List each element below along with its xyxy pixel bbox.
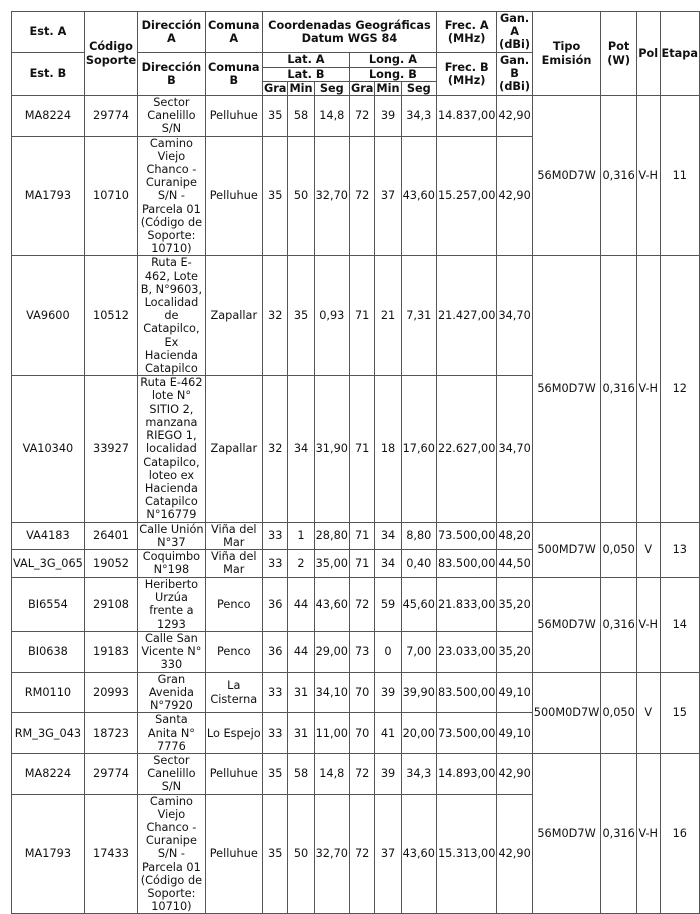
header-tipo-emision: Tipo Emisión — [532, 12, 601, 96]
cell-gan: 42,90 — [497, 794, 532, 914]
cell-lon-gra: 70 — [349, 713, 374, 754]
cell-direccion: Calle San Vicente N° 330 — [138, 631, 205, 672]
cell-lat-seg: 43,60 — [314, 577, 349, 631]
stations-table — [11, 11, 700, 914]
cell-lat-min: 50 — [288, 136, 314, 256]
header-lat-a: Lat. A — [262, 52, 349, 67]
header-lat-gra: Gra — [263, 81, 287, 95]
cell-pot: 0,316 — [601, 577, 637, 672]
table-row — [12, 522, 700, 549]
cell-gan: 42,90 — [497, 96, 532, 137]
cell-lon-min: 59 — [375, 577, 401, 631]
cell-lon-gra: 71 — [349, 522, 374, 549]
cell-frec: 23.033,00 — [436, 631, 497, 672]
cell-lat-min: 58 — [288, 753, 314, 794]
cell-est: MA1793 — [12, 794, 85, 914]
cell-comuna: Pelluhue — [205, 753, 262, 794]
header-gan-b: Gan. B (dBi) — [497, 52, 532, 95]
cell-lat-min: 34 — [288, 376, 314, 522]
cell-lon-gra: 71 — [349, 256, 374, 376]
cell-comuna: La Cisterna — [205, 672, 262, 713]
header-long-b: Long. B — [349, 67, 436, 81]
cell-lon-seg: 8,80 — [401, 522, 436, 549]
cell-lat-seg: 14,8 — [314, 96, 349, 137]
cell-lon-seg: 17,60 — [401, 376, 436, 522]
cell-etapa: 13 — [660, 522, 699, 577]
cell-lon-min: 37 — [375, 136, 401, 256]
cell-lon-seg: 7,31 — [401, 256, 436, 376]
header-lat-b: Lat. B — [262, 67, 349, 81]
cell-lon-seg: 39,90 — [401, 672, 436, 713]
cell-frec: 21.427,00 — [436, 256, 497, 376]
cell-lat-min: 35 — [288, 256, 314, 376]
cell-lon-seg: 0,40 — [401, 549, 436, 577]
header-gan-a: Gan. A (dBi) — [497, 12, 532, 53]
cell-lon-min: 34 — [375, 549, 401, 577]
cell-codigo: 29108 — [84, 577, 137, 631]
header-etapa: Etapa — [660, 12, 699, 96]
cell-lat-gra: 33 — [262, 549, 287, 577]
cell-tipo: 56M0D7W — [532, 256, 601, 522]
cell-direccion: Coquimbo N°198 — [138, 549, 205, 577]
cell-lat-gra: 35 — [262, 136, 287, 256]
cell-gan: 34,70 — [497, 256, 532, 376]
cell-gan: 49,10 — [497, 713, 532, 754]
cell-lon-seg: 34,3 — [401, 753, 436, 794]
cell-lon-seg: 20,00 — [401, 713, 436, 754]
header-pot: Pot (W) — [601, 12, 637, 96]
header-lon-min: Min — [376, 81, 400, 95]
cell-comuna: Viña del Mar — [205, 549, 262, 577]
cell-codigo: 29774 — [84, 96, 137, 137]
cell-lat-seg: 35,00 — [314, 549, 349, 577]
cell-frec: 83.500,00 — [436, 549, 497, 577]
cell-gan: 34,70 — [497, 376, 532, 522]
cell-gan: 49,10 — [497, 672, 532, 713]
cell-codigo: 10710 — [84, 136, 137, 256]
cell-lat-seg: 31,90 — [314, 376, 349, 522]
cell-lon-gra: 71 — [349, 549, 374, 577]
cell-lat-min: 44 — [288, 631, 314, 672]
cell-direccion: Ruta E-462 lote N° SITIO 2, manzana RIEGO 1, localidad Catapilco, loteo ex Hacienda Catapilco N°16779 — [138, 376, 205, 522]
header-long-a: Long. A — [349, 52, 436, 67]
cell-codigo: 26401 — [84, 522, 137, 549]
cell-lat-min: 58 — [288, 96, 314, 137]
cell-tipo: 56M0D7W — [532, 753, 601, 913]
cell-lat-seg: 34,10 — [314, 672, 349, 713]
cell-est: VA4183 — [12, 522, 85, 549]
cell-pot: 0,050 — [601, 522, 637, 577]
cell-tipo: 56M0D7W — [532, 96, 601, 256]
cell-direccion: Calle Unión N°37 — [139, 522, 204, 549]
table-row — [12, 256, 700, 376]
cell-direccion: Ruta E-462, Lote B, N°9603, Localidad de Catapilco, Ex Hacienda Catapilco — [138, 256, 205, 376]
cell-est: BI0638 — [12, 631, 85, 672]
cell-lon-min: 39 — [375, 672, 401, 713]
cell-frec: 73.500,00 — [436, 713, 497, 754]
cell-codigo: 33927 — [84, 376, 137, 522]
cell-frec: 14.837,00 — [436, 96, 497, 137]
cell-lon-seg: 43,60 — [401, 136, 436, 256]
cell-lon-gra: 72 — [349, 794, 374, 914]
cell-direccion: Sector Canelillo S/N — [138, 753, 205, 794]
cell-lat-gra: 32 — [262, 376, 287, 522]
cell-frec: 14.893,00 — [436, 753, 497, 794]
cell-lon-gra: 72 — [349, 136, 374, 256]
cell-pol: V-H — [636, 753, 660, 913]
header-frec-a: Frec. A (MHz) — [436, 12, 497, 53]
header-lon-gra: Gra — [350, 81, 374, 95]
header-lat-seg: Seg — [314, 81, 349, 95]
cell-lon-min: 37 — [375, 794, 401, 914]
cell-pol: V — [636, 522, 660, 577]
cell-comuna: Pelluhue — [205, 96, 262, 137]
cell-est: VAL_3G_065 — [12, 549, 85, 577]
cell-codigo: 29774 — [84, 753, 137, 794]
cell-lat-seg: 11,00 — [314, 713, 349, 754]
cell-comuna: Pelluhue — [205, 136, 262, 256]
cell-direccion: Camino Viejo Chanco - Curanipe S/N - Parcela 01 (Código de Soporte: 10710) — [138, 794, 205, 914]
cell-lat-seg: 0,93 — [314, 256, 349, 376]
cell-est: MA8224 — [12, 753, 85, 794]
cell-etapa: 11 — [660, 96, 699, 256]
cell-codigo: 10512 — [84, 256, 137, 376]
cell-lat-min: 2 — [288, 549, 314, 577]
cell-lat-seg: 32,70 — [314, 794, 349, 914]
cell-pol: V-H — [636, 577, 660, 672]
cell-codigo: 18723 — [84, 713, 137, 754]
cell-lon-gra: 72 — [349, 753, 374, 794]
table-body — [12, 96, 700, 914]
cell-codigo: 19183 — [84, 631, 137, 672]
cell-est: RM_3G_043 — [12, 713, 85, 754]
cell-lon-min: 21 — [375, 256, 401, 376]
cell-frec: 15.257,00 — [436, 136, 497, 256]
cell-comuna: Viña del Mar — [205, 522, 262, 549]
cell-codigo: 20993 — [84, 672, 137, 713]
cell-pot: 0,316 — [601, 256, 637, 522]
cell-gan: 42,90 — [497, 136, 532, 256]
cell-tipo: 500MD7W — [532, 522, 601, 577]
cell-lat-seg: 28,80 — [314, 522, 349, 549]
header-lat-min: Min — [289, 81, 313, 95]
cell-lat-gra: 33 — [262, 713, 287, 754]
cell-lat-min: 50 — [288, 794, 314, 914]
cell-lat-gra: 35 — [262, 96, 287, 137]
cell-frec: 21.833,00 — [436, 577, 497, 631]
cell-comuna: Lo Espejo — [205, 713, 262, 754]
cell-pot: 0,050 — [601, 672, 637, 753]
cell-gan: 35,20 — [497, 631, 532, 672]
header-direccion-b: Dirección B — [138, 52, 205, 95]
cell-frec: 22.627,00 — [436, 376, 497, 522]
cell-lat-min: 1 — [288, 522, 314, 549]
cell-lat-gra: 32 — [262, 256, 287, 376]
header-est-b: Est. B — [12, 52, 85, 95]
cell-etapa: 15 — [660, 672, 699, 753]
cell-lon-gra: 73 — [349, 631, 374, 672]
cell-direccion: Santa Anita N° 7776 — [138, 713, 205, 754]
header-coordenadas: Coordenadas Geográficas Datum WGS 84 — [262, 12, 436, 53]
cell-pol: V-H — [636, 256, 660, 522]
cell-gan: 35,20 — [497, 577, 532, 631]
cell-lat-min: 44 — [288, 577, 314, 631]
cell-lat-gra: 36 — [262, 631, 287, 672]
header-comuna-b: Comuna B — [205, 52, 262, 95]
cell-est: MA8224 — [12, 96, 85, 137]
cell-est: VA10340 — [12, 376, 85, 522]
cell-est: RM0110 — [12, 672, 85, 713]
cell-tipo: 500M0D7W — [532, 672, 601, 753]
cell-lon-gra: 71 — [349, 376, 374, 522]
cell-direccion: Gran Avenida N°7920 — [138, 672, 205, 713]
cell-etapa: 12 — [660, 256, 699, 522]
cell-lon-min: 34 — [375, 522, 401, 549]
cell-gan: 44,50 — [497, 549, 532, 577]
cell-lat-gra: 33 — [262, 672, 287, 713]
cell-lat-min: 31 — [288, 713, 314, 754]
cell-est: MA1793 — [12, 136, 85, 256]
header-codigo-soporte: Código Soporte — [84, 12, 137, 96]
cell-direccion: Sector Canelillo S/N — [138, 96, 205, 137]
cell-lon-min: 41 — [375, 713, 401, 754]
header-direccion-a: Dirección A — [138, 12, 205, 53]
header-frec-b: Frec. B (MHz) — [436, 52, 497, 95]
cell-gan: 48,20 — [497, 522, 532, 549]
cell-gan: 42,90 — [497, 753, 532, 794]
header-pol: Pol — [636, 12, 660, 96]
cell-lon-seg: 34,3 — [401, 96, 436, 137]
cell-lon-min: 39 — [375, 753, 401, 794]
cell-comuna: Penco — [205, 577, 262, 631]
header-lon-seg: Seg — [401, 81, 436, 95]
cell-lat-gra: 33 — [262, 522, 287, 549]
cell-pot: 0,316 — [601, 96, 637, 256]
cell-lon-seg: 45,60 — [401, 577, 436, 631]
cell-est: BI6554 — [12, 577, 85, 631]
cell-frec: 83.500,00 — [436, 672, 497, 713]
cell-lon-seg: 7,00 — [401, 631, 436, 672]
table-row — [12, 577, 700, 631]
cell-comuna: Zapallar — [205, 256, 262, 376]
cell-direccion: Heriberto Urzúa frente a 1293 — [138, 577, 205, 631]
cell-lat-gra: 35 — [262, 794, 287, 914]
cell-pot: 0,316 — [601, 753, 637, 913]
cell-comuna: Penco — [205, 631, 262, 672]
cell-lat-gra: 36 — [262, 577, 287, 631]
cell-codigo: 17433 — [84, 794, 137, 914]
cell-lon-seg: 43,60 — [401, 794, 436, 914]
cell-lon-min: 18 — [375, 376, 401, 522]
cell-lon-gra: 70 — [349, 672, 374, 713]
cell-pol: V-H — [636, 96, 660, 256]
cell-lat-min: 31 — [288, 672, 314, 713]
cell-comuna: Zapallar — [205, 376, 262, 522]
cell-lon-gra: 72 — [349, 96, 374, 137]
cell-lon-gra: 72 — [349, 577, 374, 631]
header-comuna-a: Comuna A — [205, 12, 262, 53]
cell-etapa: 14 — [660, 577, 699, 672]
cell-lon-min: 0 — [375, 631, 401, 672]
cell-frec: 73.500,00 — [436, 522, 497, 549]
cell-lat-seg: 32,70 — [314, 136, 349, 256]
cell-est: VA9600 — [12, 256, 85, 376]
cell-lat-gra: 35 — [262, 753, 287, 794]
cell-comuna: Pelluhue — [205, 794, 262, 914]
cell-lon-min: 39 — [375, 96, 401, 137]
cell-lat-seg: 29,00 — [314, 631, 349, 672]
cell-direccion: Camino Viejo Chanco - Curanipe S/N - Parcela 01 (Código de Soporte: 10710) — [138, 136, 205, 256]
cell-frec: 15.313,00 — [436, 794, 497, 914]
cell-etapa: 16 — [660, 753, 699, 913]
table-row — [12, 672, 700, 713]
cell-tipo: 56M0D7W — [532, 577, 601, 672]
cell-codigo: 19052 — [84, 549, 137, 577]
table-row — [12, 96, 700, 137]
cell-pol: V — [636, 672, 660, 753]
cell-lat-seg: 14,8 — [314, 753, 349, 794]
header-est-a: Est. A — [12, 12, 85, 53]
